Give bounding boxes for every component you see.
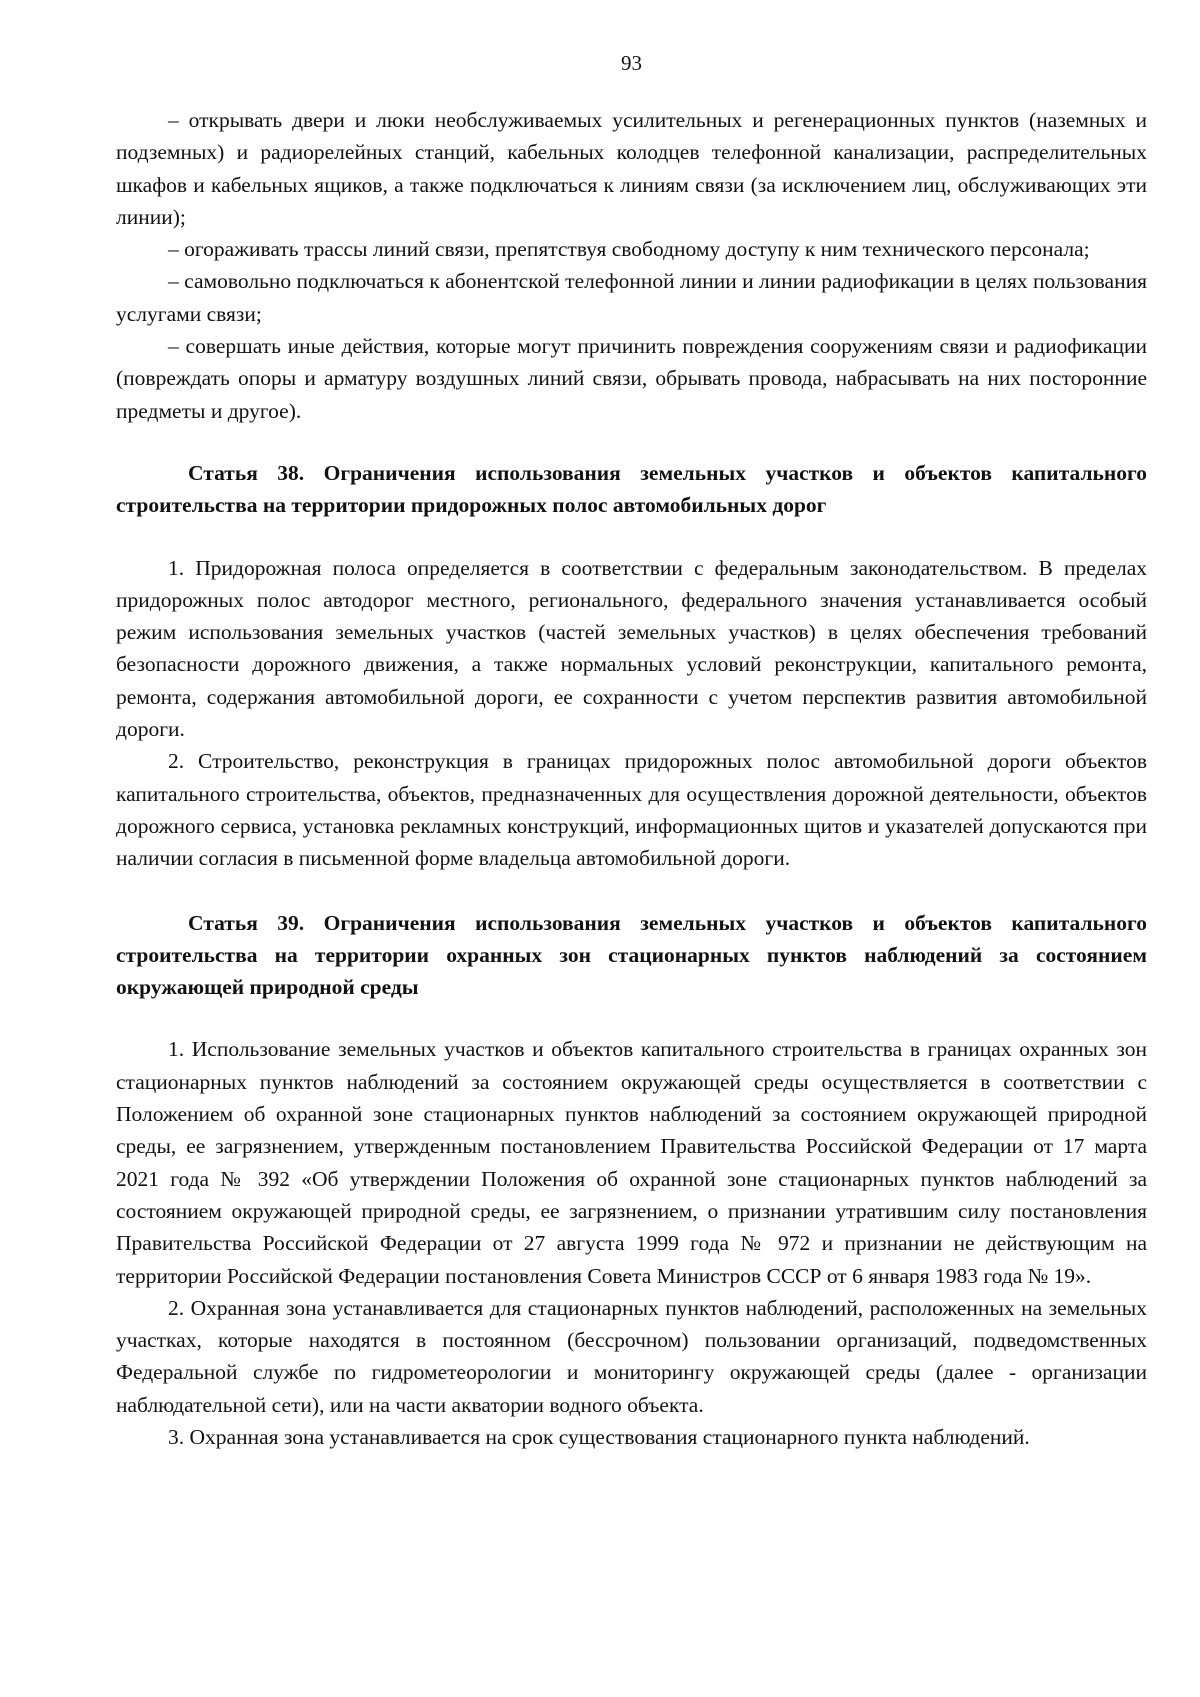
article-39-paragraph: 2. Охранная зона устанавливается для стационарных пунктов наблюдений, расположенных на земельных участках, которые находятся в постоянном (бессрочном) пользовании организаций, подведомственных Федеральной службе по гидрометеорологии и мониторингу окружающей среды (далее - организации наблюдательной сети), или на части акватории водного объекта. [116,1295,1147,1417]
intro-item: – самовольно подключаться к абонентской телефонной линии и линии радиофикации в целях пользования услугами связи; [116,269,1147,326]
document-page [116,52,1147,1453]
section-gap [116,875,1147,907]
article-38-paragraph: 2. Строительство, реконструкция в границах придорожных полос автомобильной дороги объектов капитального строительства, объектов, предназначенных для осуществления дорожной деятельности, объектов дорожного сервиса, установка рекламных конструкций, информационных щитов и указателей допускаются при наличии согласия в письменной форме владельца автомобильной дороги. [116,749,1147,871]
section-gap [116,522,1147,552]
article-39-paragraph: 1. Использование земельных участков и объектов капитального строительства в границах охранных зон стационарных пунктов наблюдений за состоянием окружающей среды осуществляется в соответствии с Положением об охранной зоне стационарных пунктов наблюдений за состоянием окружающей природной среды, ее загрязнением, утвержденным постановлением Правительства Российской Федерации от 17 марта 2021 года № 392 «Об утверждении Положения об охранной зоне стационарных пунктов наблюдений за состоянием окружающей природной среды, ее загрязнением, о признании утратившим силу постановления Правительства Российской Федерации от 27 августа 1999 года № 972 и признании не действующим на территории Российской Федерации постановления Совета Министров СССР от 6 января 1983 года № 19». [116,1037,1147,1288]
article-39-paragraph: 3. Охранная зона устанавливается на срок существования стационарного пункта наблюдений. [168,1424,1030,1449]
article-39-heading: Статья 39. Ограничения использования земельных участков и объектов капитального строительства на территории охранных зон стационарных пунктов наблюдений за состоянием окружающей природной среды [116,910,1147,1000]
intro-item: – совершать иные действия, которые могут причинить повреждения сооружениям связи и радиофикации (повреждать опоры и арматуру воздушных линий связи, обрывать провода, набрасывать на них посторонние предметы и другое). [116,334,1147,423]
page-number: 93 [621,51,642,75]
article-38-paragraph: 1. Придорожная полоса определяется в соответствии с федеральным законодательством. В пределах придорожных полос автодорог местного, регионального, федерального значения устанавливается особый режим использования земельных участков (частей земельных участков) в целях обеспечения требований безопасности дорожного движения, а также нормальных условий реконструкции, капитального ремонта, ремонта, содержания автомобильной дороги, ее сохранности с учетом перспектив развития автомобильной дороги. [116,555,1147,742]
article-38-heading: Статья 38. Ограничения использования земельных участков и объектов капитального строительства на территории придорожных полос автомобильных дорог [116,460,1147,518]
section-gap [116,427,1147,457]
intro-item: – открывать двери и люки необслуживаемых усилительных и регенерационных пунктов (наземных и подземных) и радиорелейных станций, кабельных колодцев телефонной канализации, распределительных шкафов и кабельных ящиков, а также подключаться к линиям связи (за исключением лиц, обслуживающих эти линии); [116,108,1147,229]
section-gap [116,1003,1147,1033]
intro-item: – огораживать трассы линий связи, препятствуя свободному доступу к ним технического персонала; [168,237,1090,262]
